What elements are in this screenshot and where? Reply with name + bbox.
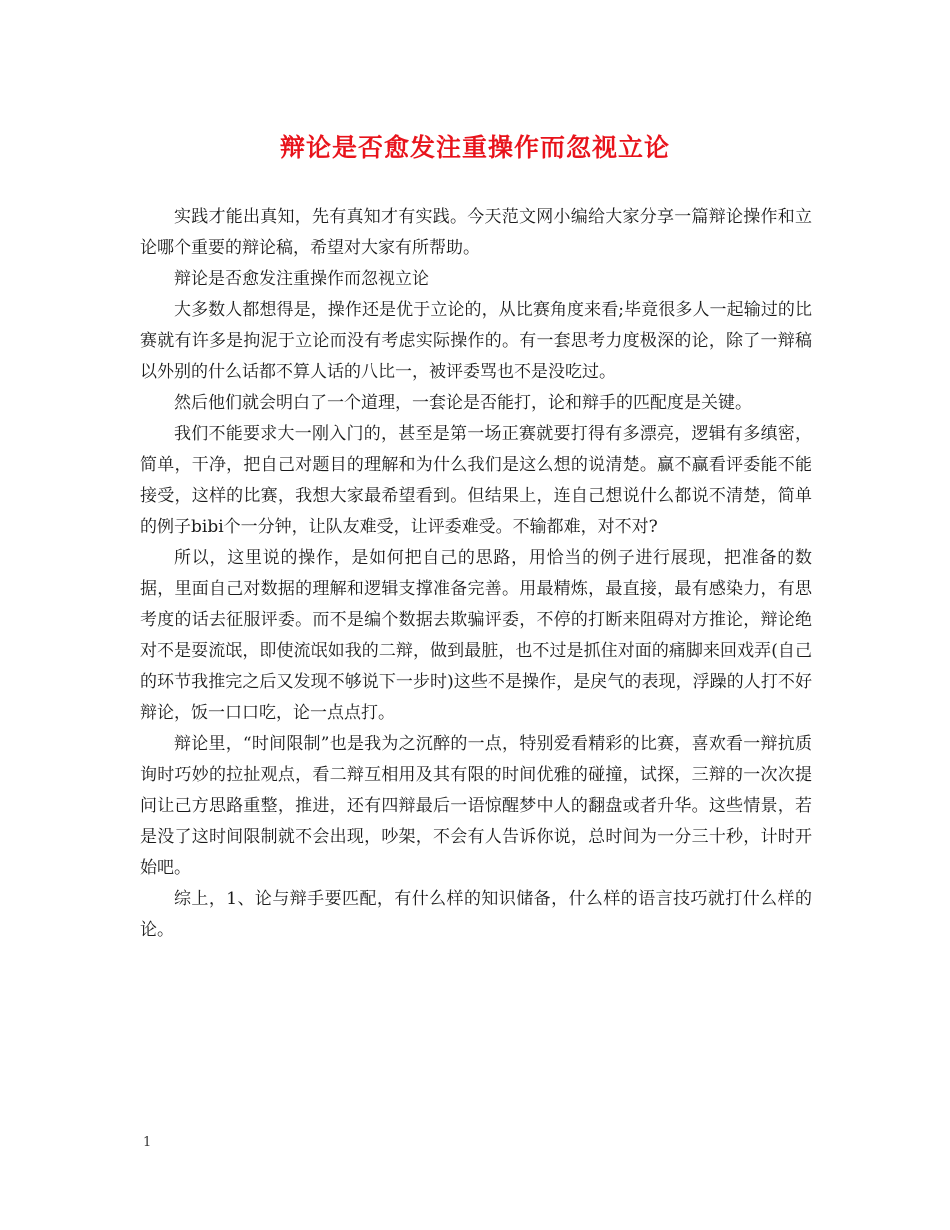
document-title: 辩论是否愈发注重操作而忽视立论 (279, 133, 670, 162)
paragraph-majority: 大多数人都想得是，操作还是优于立论的，从比赛角度来看;毕竟很多人一起输过的比赛就有许多是拘泥于立论而没有考虑实际操作的。有一套思考力度极深的论，除了一辩稿以外别的什么话都不算人话的八比一，被评委骂也不是没吃过。 (140, 300, 812, 382)
paragraph-intro: 实践才能出真知，先有真知才有实践。今天范文网小编给大家分享一篇辩论操作和立论哪个重要的辩论稿，希望对大家有所帮助。 (140, 207, 812, 258)
paragraph-lesson: 然后他们就会明白了一个道理，一套论是否能打，论和辩手的匹配度是关键。 (174, 393, 752, 413)
document-body (140, 202, 812, 946)
paragraph-subtitle: 辩论是否愈发注重操作而忽视立论 (174, 269, 429, 289)
paragraph-beginners: 我们不能要求大一刚入门的，甚至是第一场正赛就要打得有多漂亮，逻辑有多缜密，简单，干净，把自己对题目的理解和为什么我们是这么想的说清楚。赢不赢看评委能不能接受，这样的比赛，我想大家最希望看到。但结果上，连自己想说什么都说不清楚，简单的例子bibi个一分钟，让队友难受，让评委难受。不输都难，对不对? (140, 424, 812, 537)
paragraph-time-limit: 辩论里，“时间限制”也是我为之沉醉的一点，特别爱看精彩的比赛，喜欢看一辩抗质询时巧妙的拉扯观点，看二辩互相用及其有限的时间优雅的碰撞，试探，三辩的一次次提问让己方思路重整，推进，还有四辩最后一语惊醒梦中人的翻盘或者升华。这些情景，若是没了这时间限制就不会出现，吵架，不会有人告诉你说，总时间为一分三十秒，计时开始吧。 (140, 734, 812, 878)
paragraph-conclusion: 综上，1、论与辩手要匹配，有什么样的知识储备，什么样的语言技巧就打什么样的论。 (140, 889, 812, 940)
paragraph-operation: 所以，这里说的操作，是如何把自己的思路，用恰当的例子进行展现，把准备的数据，里面自己对数据的理解和逻辑支撑准备完善。用最精炼，最直接，最有感染力，有思考度的话去征服评委。而不是编个数据去欺骗评委，不停的打断来阻碍对方推论，辩论绝对不是耍流氓，即使流氓如我的二辩，做到最脏，也不过是抓住对面的痛脚来回戏弄(自己的环节我推完之后又发现不够说下一步时)这些不是操作，是戾气的表现，浮躁的人打不好辩论，饭一口口吃，论一点点打。 (140, 548, 812, 723)
page-number: 1 (143, 1135, 152, 1150)
